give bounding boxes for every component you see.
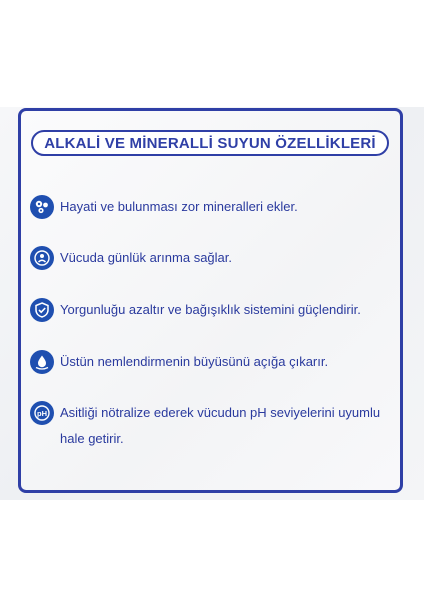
feature-text: Hayati ve bulunması zor mineralleri ekler. — [60, 199, 298, 214]
svg-text:pH: pH — [37, 408, 47, 418]
feature-text: Üstün nemlendirmenin büyüsünü açığa çıkarır. — [60, 354, 329, 369]
card-title: ALKALİ VE MİNERALLİ SUYUN ÖZELLİKLERİ — [44, 134, 376, 152]
ph-icon — [30, 401, 54, 425]
feature-text: Asitliği nötralize ederek vücudun pH seviyelerini uyumlu hale getirir. — [60, 405, 381, 446]
water-drop-hand-icon — [30, 350, 54, 374]
title-pill — [31, 130, 389, 156]
features-card — [18, 108, 403, 493]
feature-text: Vücuda günlük arınma sağlar. — [60, 250, 232, 265]
feature-item — [30, 195, 396, 219]
shield-check-icon — [30, 298, 54, 322]
body-cleanse-icon — [30, 246, 54, 270]
feature-text: Yorgunluğu azaltır ve bağışıklık sistemini güçlendirir. — [60, 302, 361, 317]
minerals-icon — [30, 195, 54, 219]
feature-item — [30, 298, 396, 322]
feature-item — [30, 350, 396, 374]
feature-item — [30, 246, 396, 270]
feature-item — [30, 401, 396, 452]
